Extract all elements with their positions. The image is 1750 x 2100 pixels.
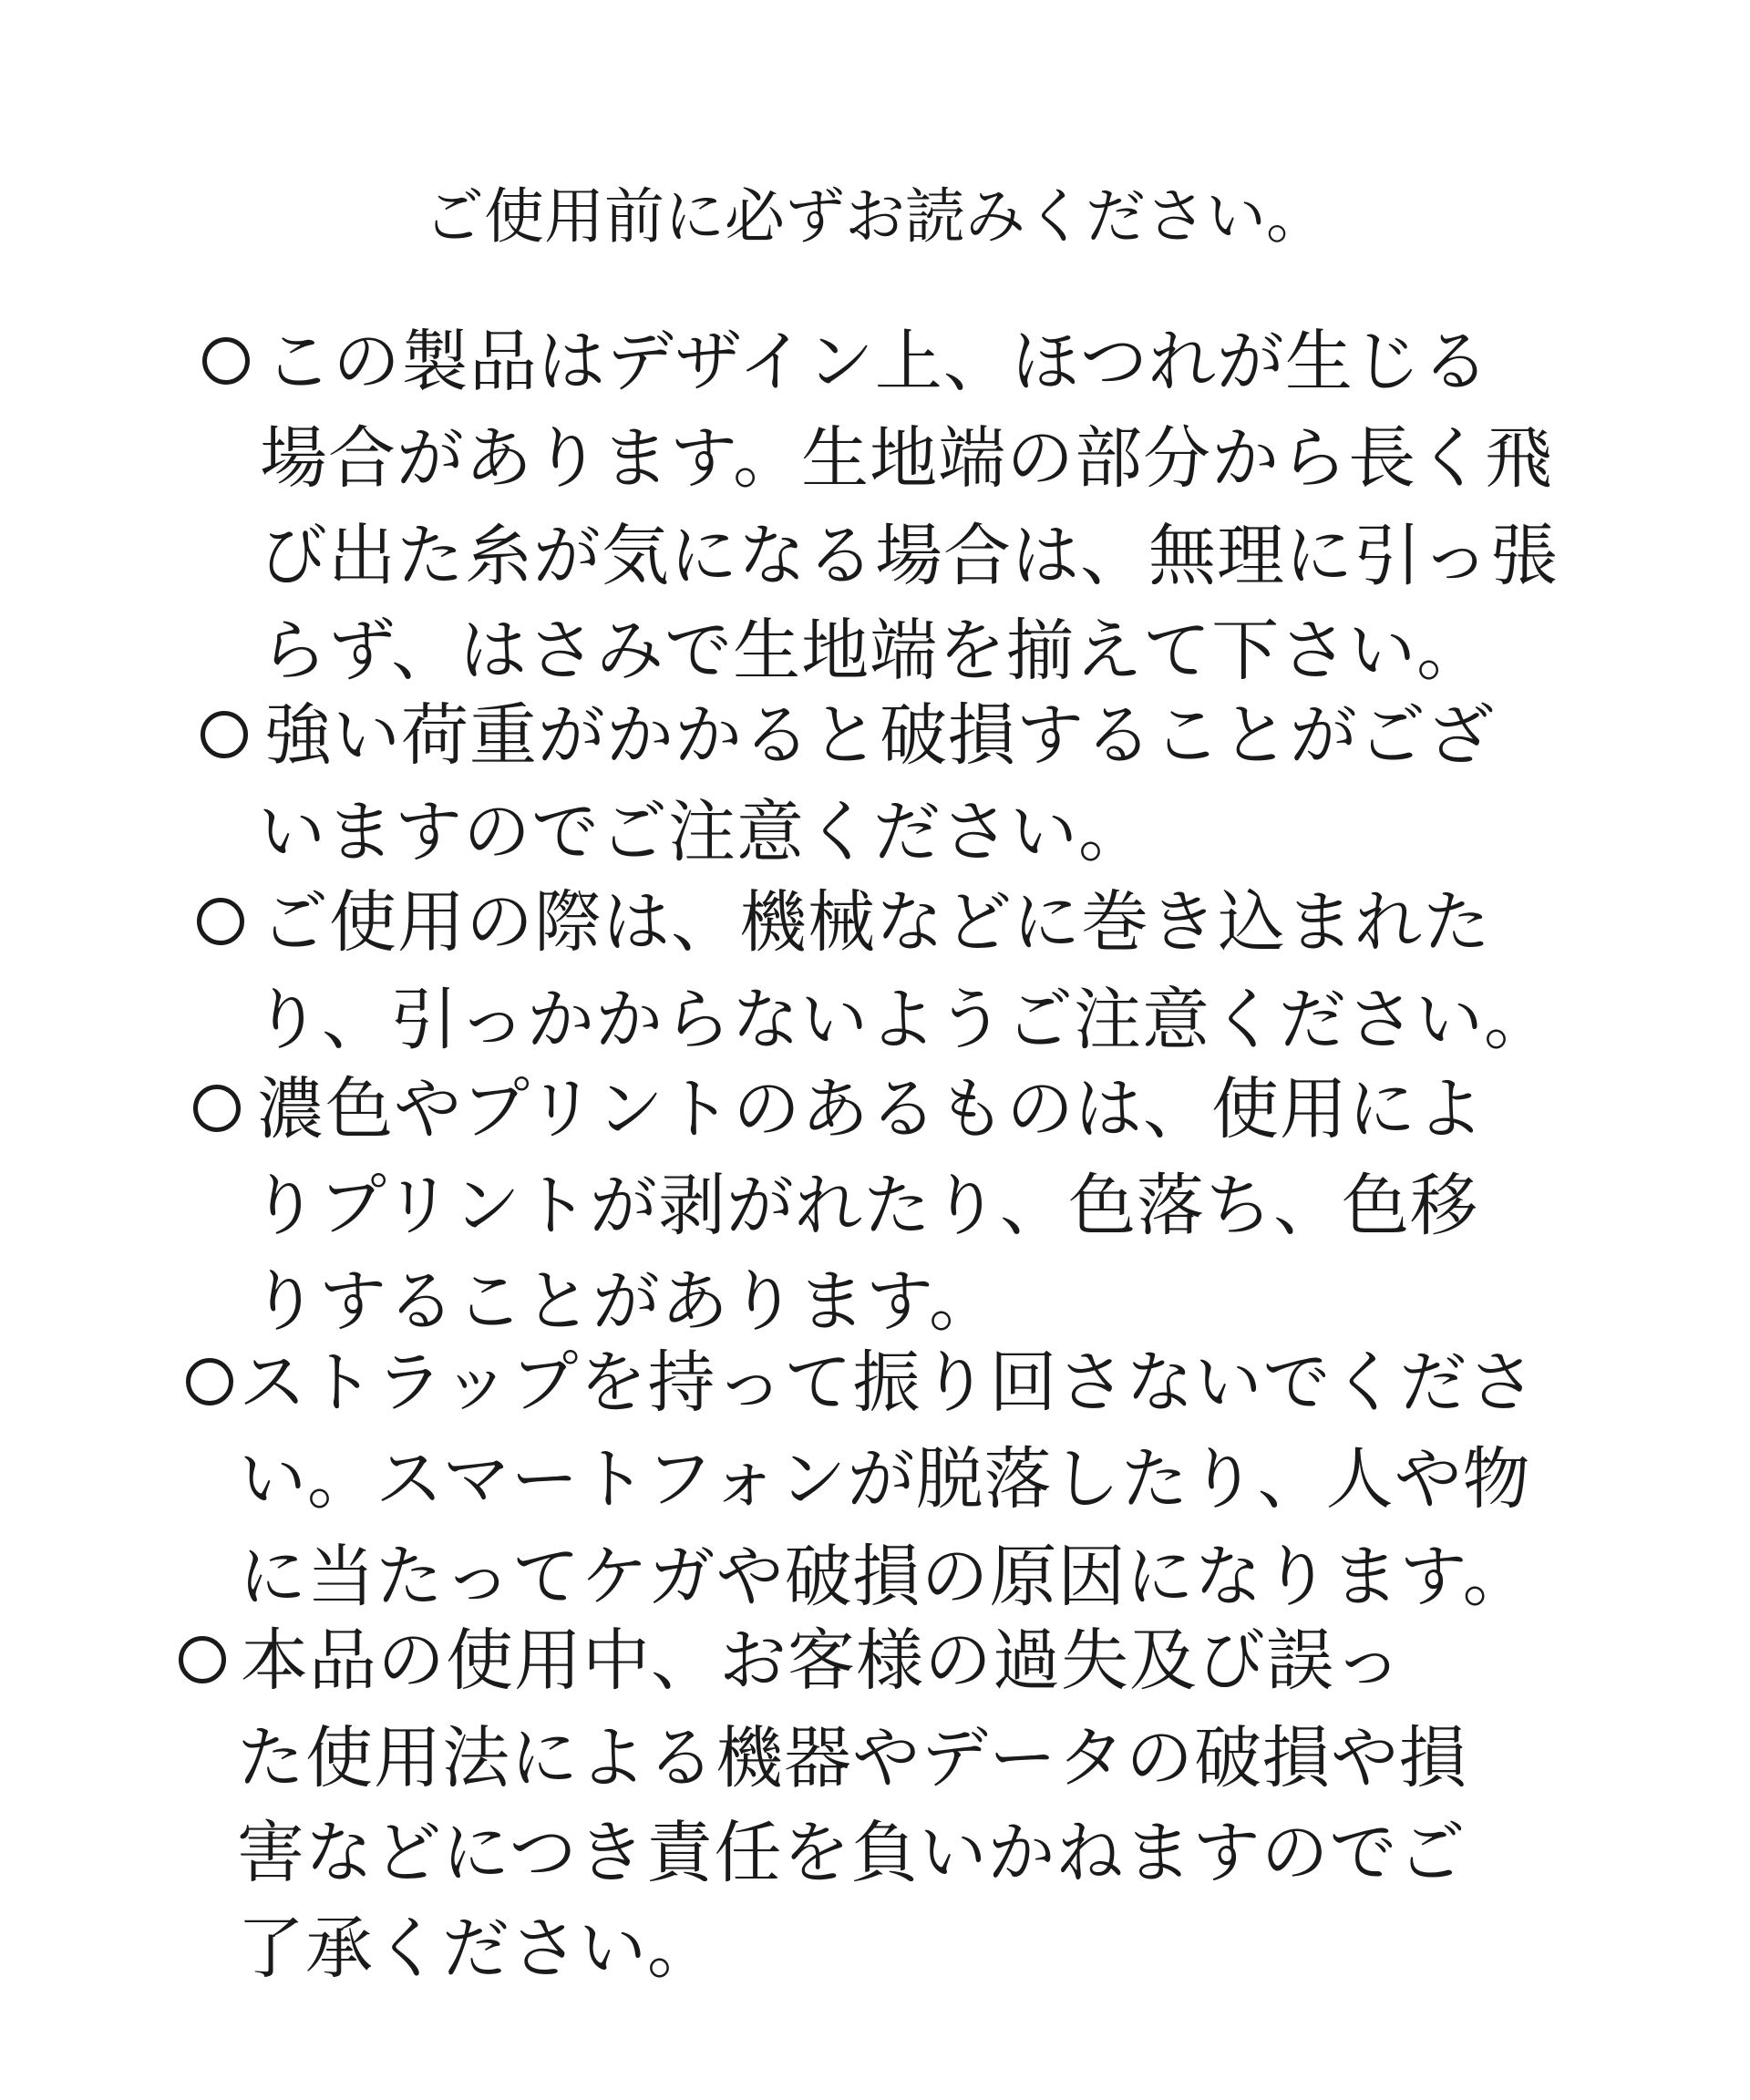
notice-line: ストラップを持って振り回さないでくださ <box>239 1343 1537 1422</box>
notice-line: 害などにつき責任を負いかねますのでご <box>237 1814 1467 1892</box>
notice-line: に当たってケガや破損の原因になります。 <box>239 1538 1531 1616</box>
notice-line: り、引っかからないようご注意ください。 <box>253 981 1552 1059</box>
notice-line: この製品はデザイン上、ほつれが生じる <box>264 323 1490 401</box>
notice-line: ご使用の際は、機械などに巻き込まれた <box>261 883 1491 962</box>
notice-line: らず、はさみで生地端を揃えて下さい。 <box>260 612 1486 690</box>
page-title: ご使用前に必ずお読みください。 <box>424 181 1326 252</box>
notice-line: び出た糸が気になる場合は、無理に引っ張 <box>260 517 1559 595</box>
notice-line: い。スマートフォンが脱落したり、人や物 <box>239 1440 1531 1518</box>
notice-line: 濃色やプリントのあるものは、使用によ <box>257 1070 1486 1148</box>
notice-line: りすることがあります。 <box>251 1262 998 1341</box>
circle-bullet-icon <box>193 1085 241 1132</box>
notice-line: 了承ください。 <box>237 1910 715 1988</box>
circle-bullet-icon <box>197 898 244 945</box>
notice-line: た使用法による機器やデータの破損や損 <box>237 1719 1467 1797</box>
circle-bullet-icon <box>186 1358 233 1405</box>
circle-bullet-icon <box>179 1636 226 1683</box>
notice-line: 本品の使用中、お客様の過失及び誤っ <box>241 1621 1403 1700</box>
circle-bullet-icon <box>201 711 248 758</box>
notice-line: いますのでご注意ください。 <box>258 793 1147 871</box>
circle-bullet-icon <box>202 337 250 385</box>
notice-line: 場合があります。生地端の部分から長く飛 <box>260 419 1554 498</box>
notice-line: 強い荷重がかかると破損することがござ <box>264 696 1495 775</box>
notice-line: りプリントが剥がれたり、色落ち、色移 <box>251 1167 1479 1245</box>
